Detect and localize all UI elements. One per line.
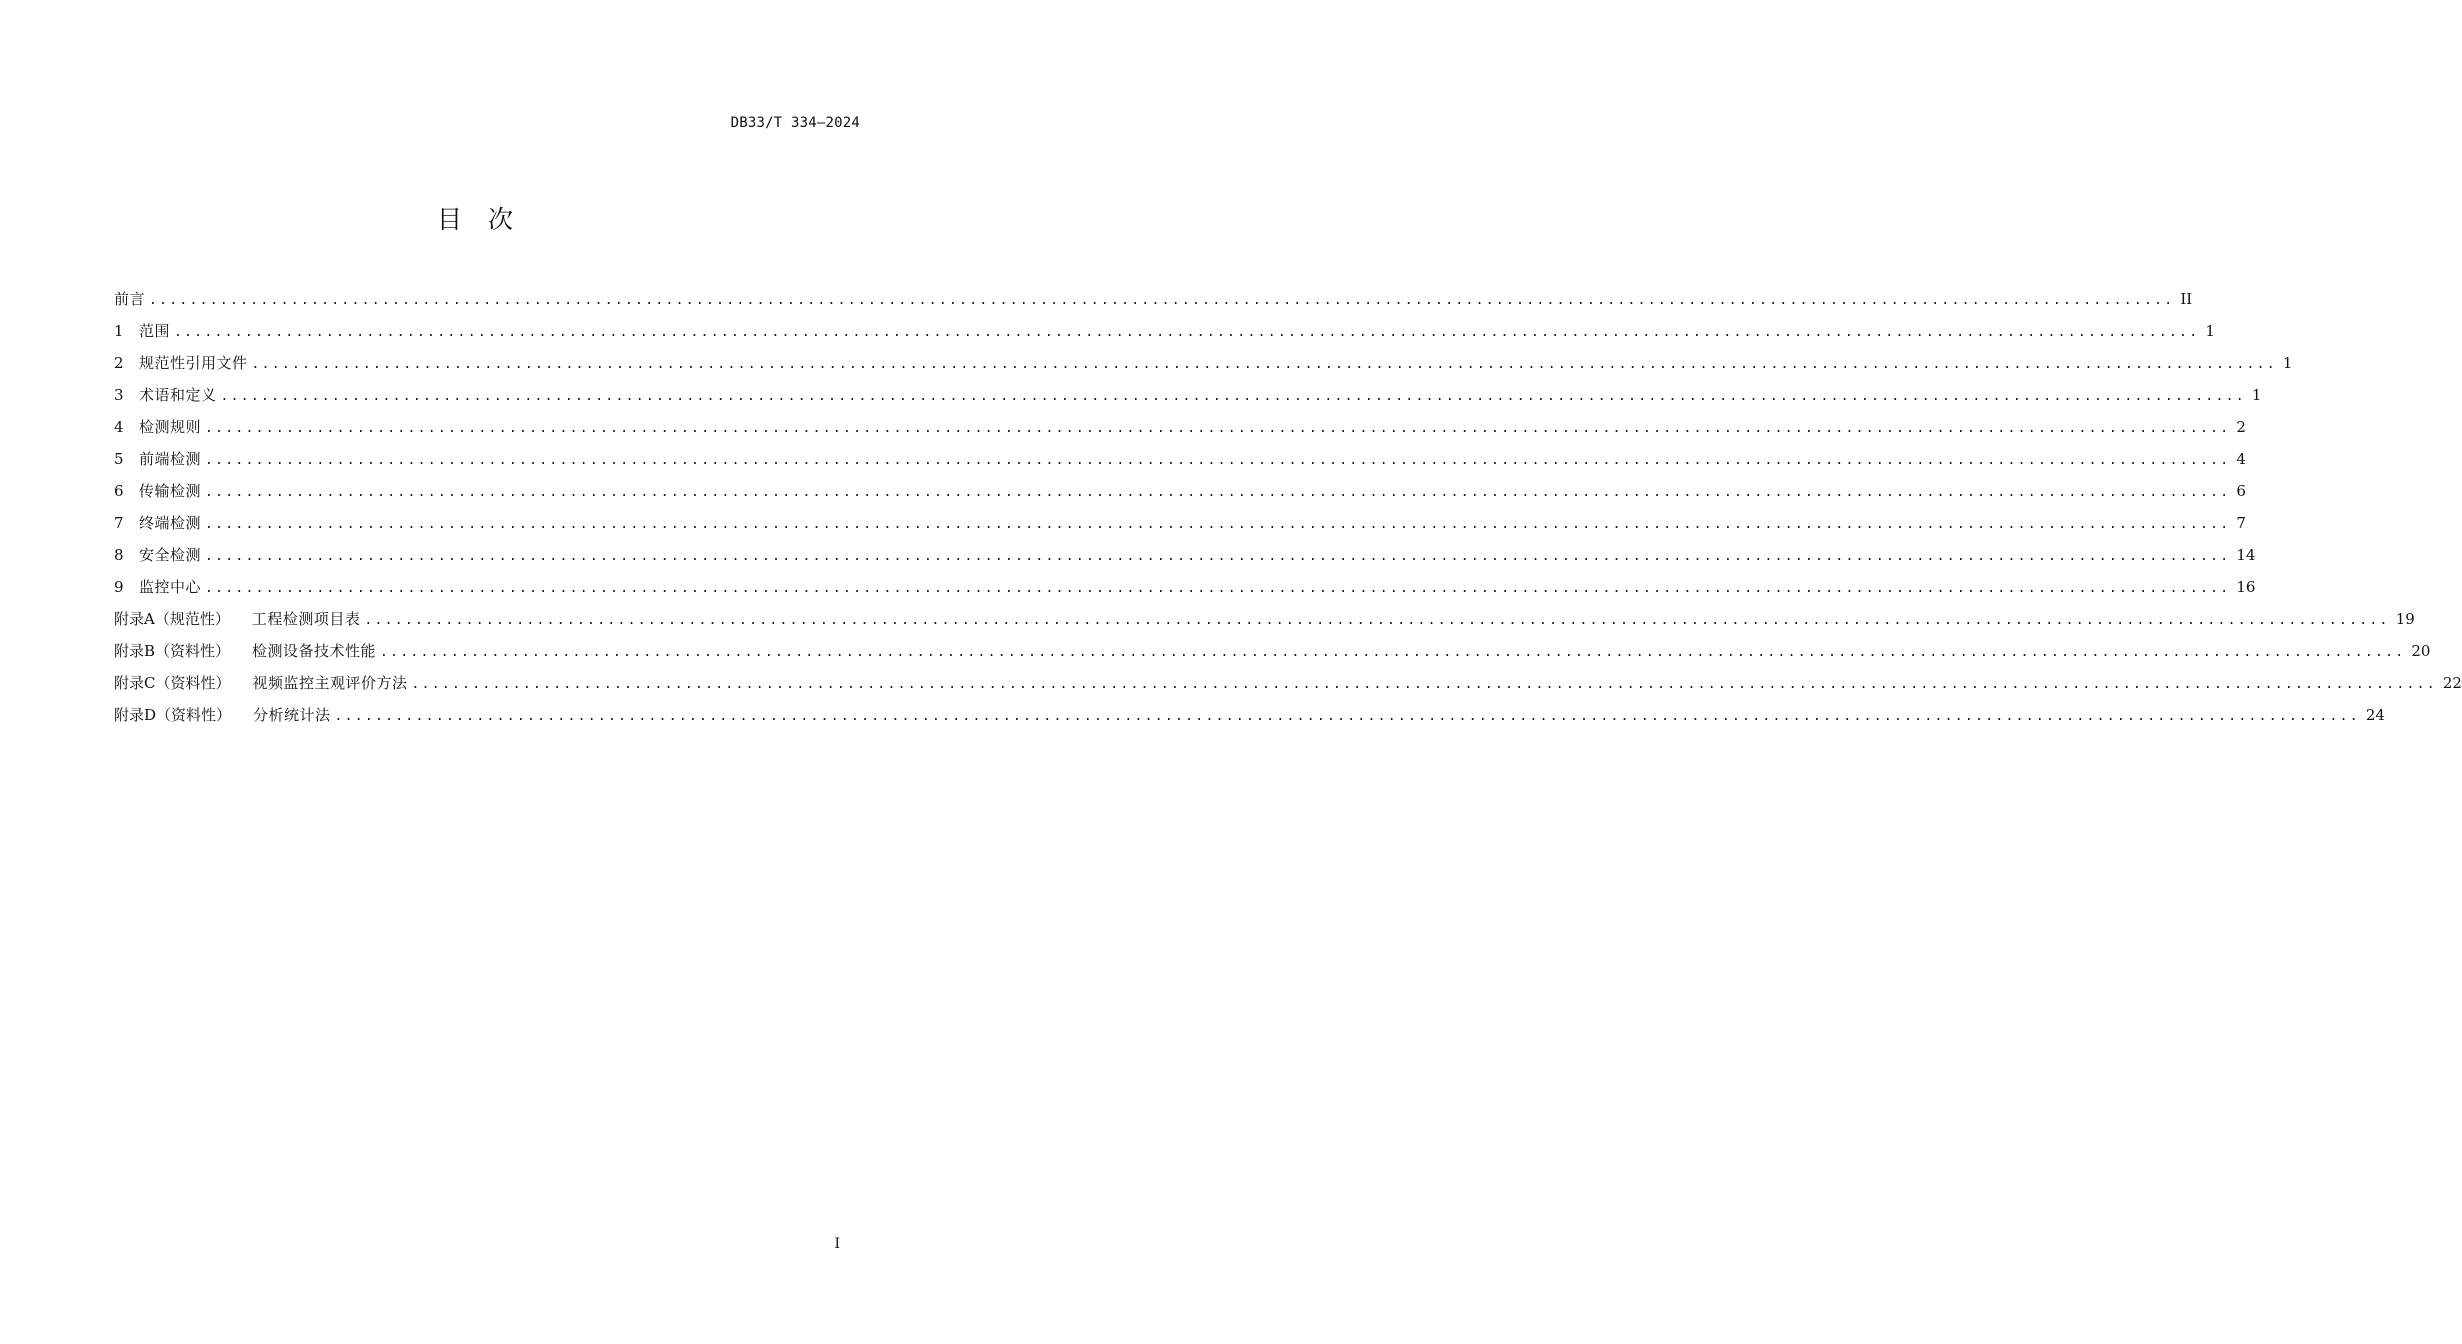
toc-entry-leader-dots: ........................................................................................................................................................................................................ [205,517,2231,532]
toc-entry[interactable] [114,478,2246,510]
toc-entry-label: 视频监控主观评价方法 [252,674,408,692]
toc-entry-page-number: 16 [2236,578,2256,596]
toc-entry-number: 8 [114,546,124,564]
page-number: I [834,1236,840,1252]
toc-entry-label: 范围 [139,322,171,340]
toc-entry-page-number: II [2180,290,2193,308]
toc-entry-leader-dots: ........................................................................................................................................................................................................ [205,581,2231,596]
toc-entry[interactable] [114,510,2246,542]
toc-entry-page-number: 24 [2365,706,2385,724]
toc-entry-label: 检测规则 [139,418,202,436]
toc-entry-label: 术语和定义 [139,386,217,404]
toc-entry-leader-dots: ........................................................................................................................................................................................................ [220,389,2246,404]
toc-title [0,200,950,236]
toc-entry-number: 5 [114,450,124,468]
toc-title-char-1: 目 [436,205,462,234]
toc-entry-page-number: 22 [2442,674,2462,692]
toc-entry[interactable] [114,286,2193,318]
toc-entry-leader-dots: ........................................................................................................................................................................................................ [364,613,2390,628]
toc-entry-page-number: 14 [2236,546,2256,564]
toc-entry-leader-dots: ........................................................................................................................................................................................................ [411,677,2437,692]
toc-entry-appendix-prefix: 附录D（资料性） [114,706,232,724]
toc-entry-label: 工程检测项目表 [251,610,361,628]
toc-entry-number: 1 [114,322,124,340]
toc-entry-number: 7 [114,514,124,532]
toc-entry-label: 规范性引用文件 [139,354,248,372]
toc-entry-label: 终端检测 [139,514,202,532]
toc-entry-leader-dots: ........................................................................................................................................................................................................ [334,709,2360,724]
toc-entry-leader-dots: ........................................................................................................................................................................................................ [380,645,2406,660]
toc-entry-number: 2 [114,354,124,372]
table-of-contents [114,286,2462,734]
toc-entry[interactable] [114,382,2262,414]
toc-entry[interactable] [114,414,2246,446]
toc-entry-leader-dots: ........................................................................................................................................................................................................ [205,453,2231,468]
toc-entry-leader-dots: ........................................................................................................................................................................................................ [174,325,2200,340]
toc-entry[interactable] [114,574,2256,606]
toc-entry-page-number: 1 [2205,322,2215,340]
toc-entry[interactable] [114,318,2215,350]
toc-entry-label: 分析统计法 [253,706,331,724]
toc-entry-appendix-prefix: 附录B（资料性） [114,642,231,660]
toc-entry[interactable] [114,702,2385,734]
toc-entry-page-number: 1 [2251,386,2262,404]
toc-entry-page-number: 6 [2236,482,2246,500]
toc-entry-page-number: 7 [2236,514,2246,532]
toc-entry-leader-dots: ........................................................................................................................................................................................................ [149,293,2175,308]
toc-entry[interactable] [114,350,2293,382]
toc-entry-number: 3 [114,386,124,404]
toc-entry-page-number: 4 [2236,450,2246,468]
toc-entry-leader-dots: ........................................................................................................................................................................................................ [205,549,2231,564]
toc-entry[interactable] [114,638,2431,670]
toc-entry-appendix-prefix: 附录C（资料性） [114,674,231,692]
toc-entry[interactable] [114,606,2415,638]
toc-entry[interactable] [114,542,2256,574]
toc-entry-number: 6 [114,482,124,500]
toc-entry[interactable] [114,670,2462,702]
toc-entry-number: 9 [114,578,124,596]
toc-entry-label: 前言 [114,290,146,308]
toc-entry-label: 前端检测 [139,450,202,468]
toc-entry-page-number: 20 [2411,642,2431,660]
toc-entry-leader-dots: ........................................................................................................................................................................................................ [251,357,2277,372]
toc-entry-label: 安全检测 [139,546,202,564]
toc-entry[interactable] [114,446,2246,478]
toc-entry-appendix-prefix: 附录A（规范性） [114,610,230,628]
toc-entry-page-number: 2 [2236,418,2246,436]
toc-entry-leader-dots: ........................................................................................................................................................................................................ [205,421,2231,436]
toc-entry-label: 监控中心 [139,578,202,596]
toc-entry-leader-dots: ........................................................................................................................................................................................................ [205,485,2231,500]
toc-entry-page-number: 1 [2282,354,2293,372]
toc-entry-page-number: 19 [2395,610,2415,628]
toc-title-char-2: 次 [488,205,514,234]
toc-entry-label: 传输检测 [139,482,202,500]
toc-entry-number: 4 [114,418,124,436]
standard-code: DB33/T 334—2024 [730,115,860,131]
toc-entry-label: 检测设备技术性能 [252,642,377,660]
